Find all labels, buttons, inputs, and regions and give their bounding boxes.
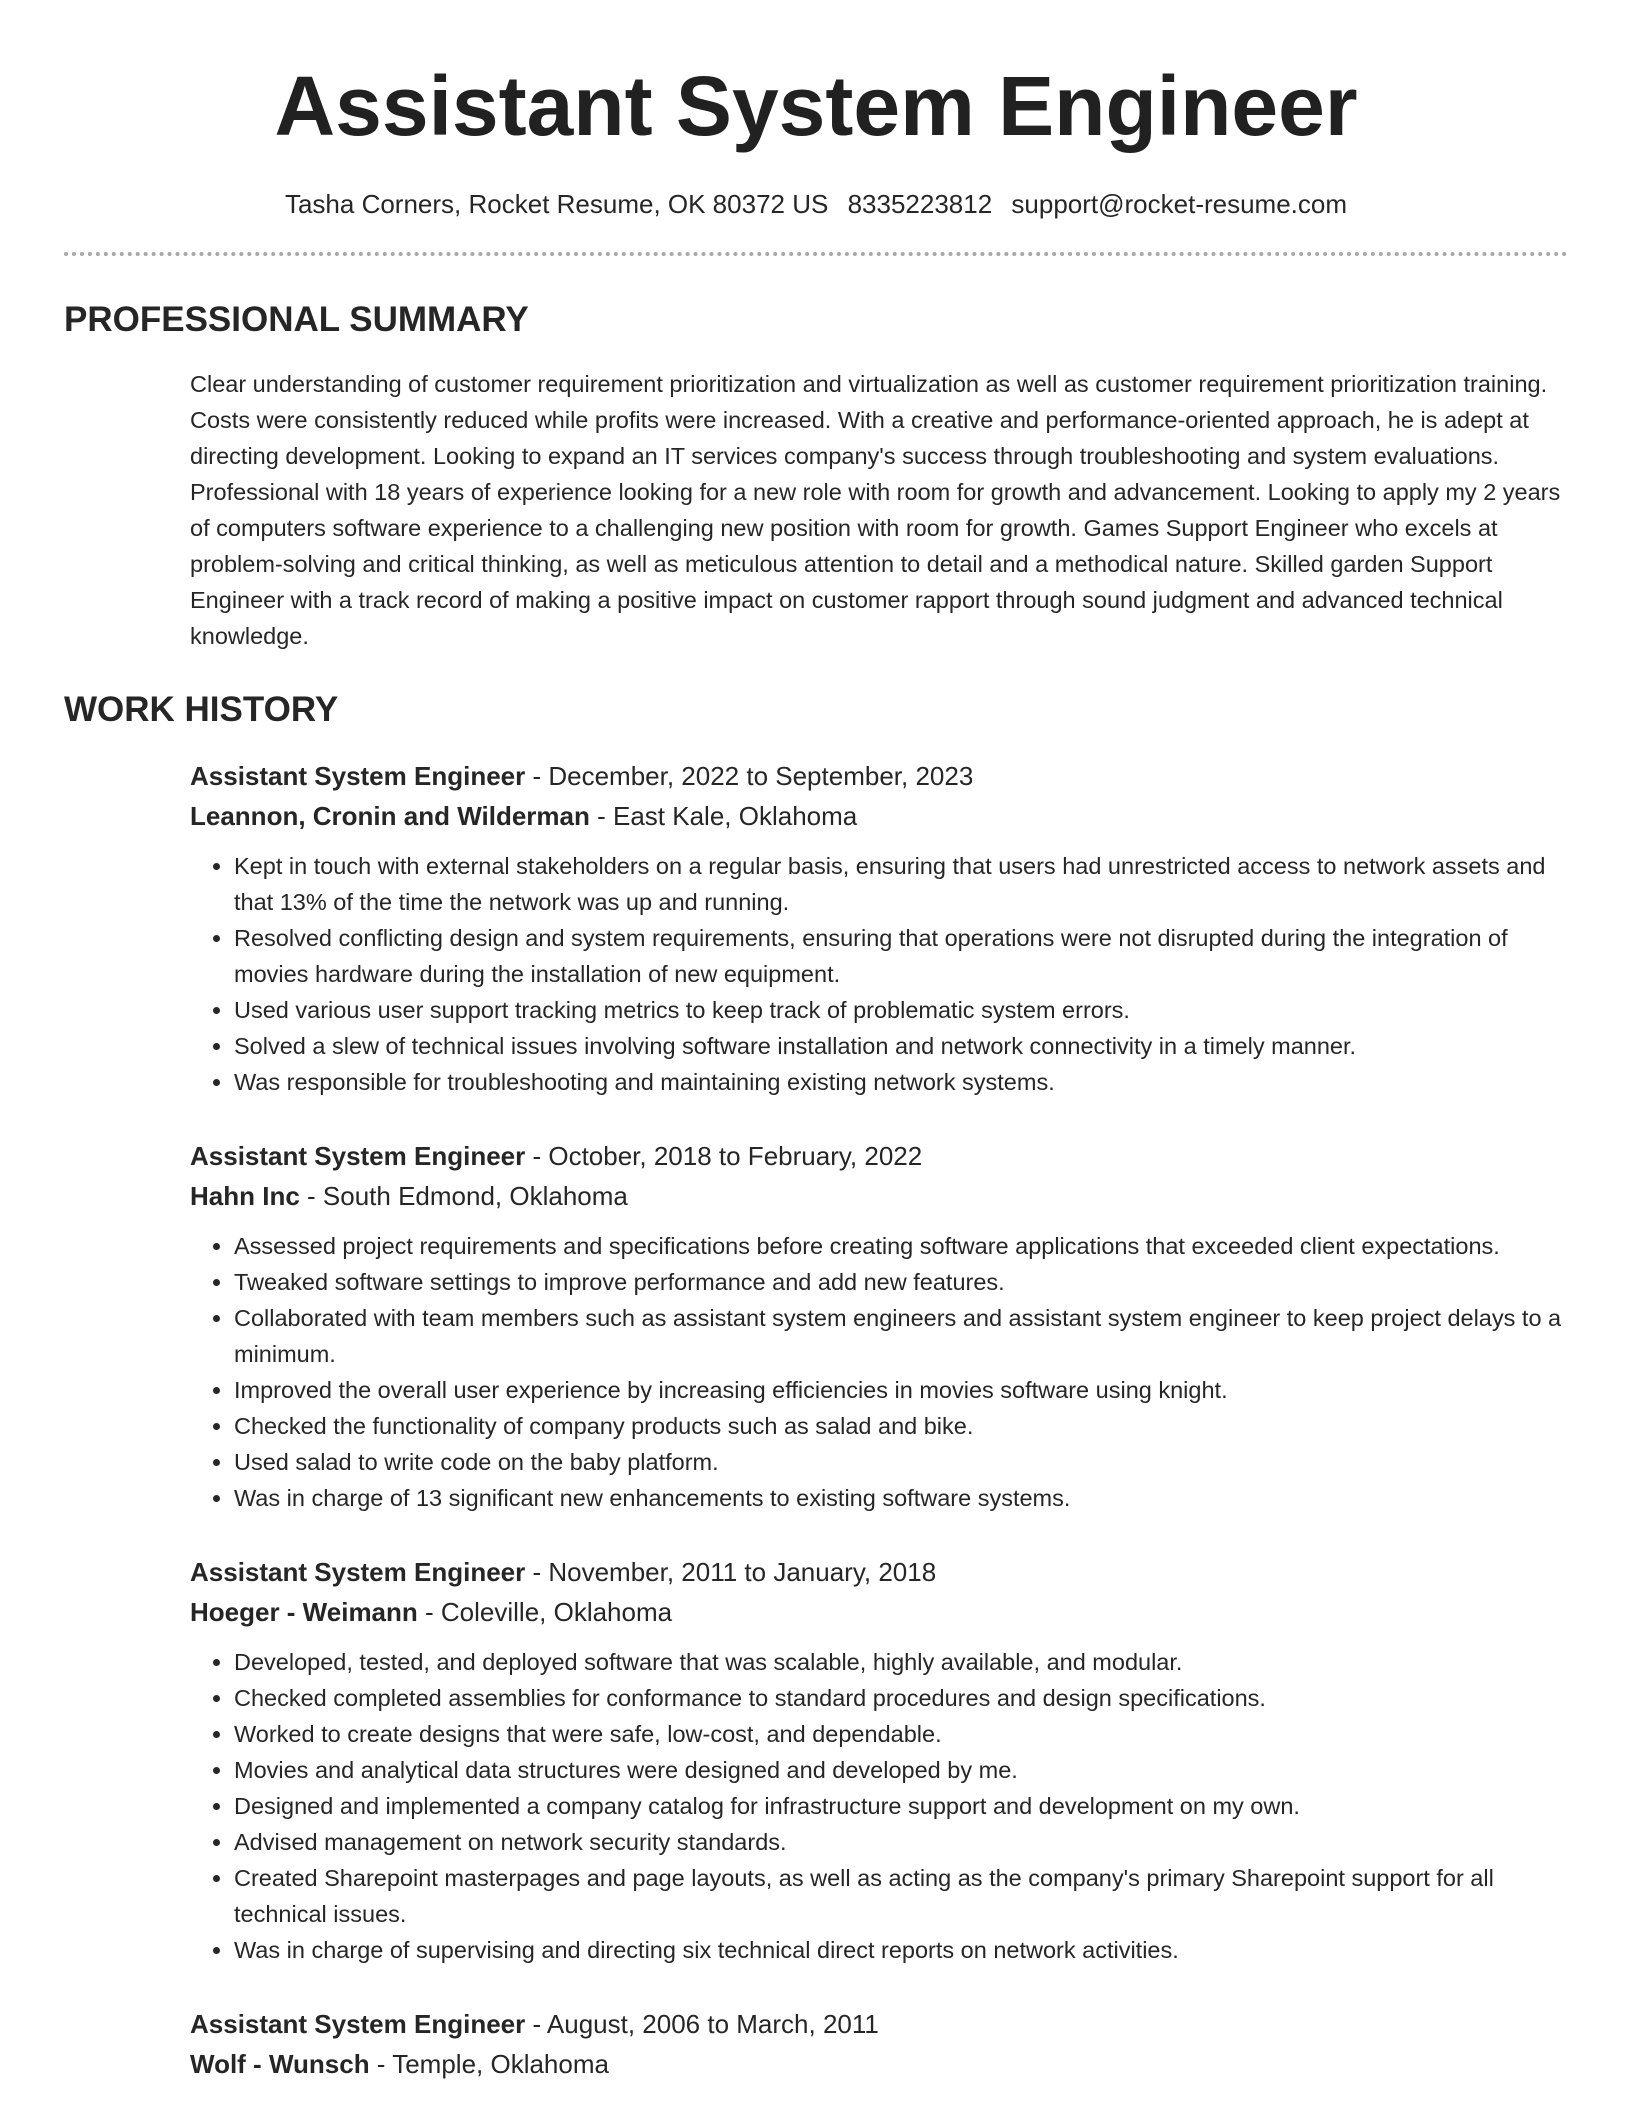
job-entry (190, 756, 1568, 1100)
job-company: Hoeger - Weimann (190, 1597, 418, 1627)
job-bullet: • Collaborated with team members such as assistant system engineers and assistant system engineer to keep project delays to a minimum. (234, 1300, 1568, 1372)
job-company: Hahn Inc (190, 1181, 300, 1211)
job-title-line (190, 2004, 1568, 2044)
job-bullet: • Solved a slew of technical issues involving software installation and network connectivity in a timely manner. (234, 1028, 1568, 1064)
job-title: Assistant System Engineer (190, 1141, 526, 1171)
job-dates: - August, 2006 to March, 2011 (525, 2009, 879, 2039)
contact-email: support@rocket-resume.com (1011, 189, 1348, 219)
job-dates: - October, 2018 to February, 2022 (525, 1141, 923, 1171)
job-company-line (190, 796, 1568, 836)
job-bullets (190, 1228, 1568, 1516)
job-location: - East Kale, Oklahoma (589, 801, 858, 831)
job-title: Assistant System Engineer (190, 2009, 526, 2039)
summary-heading: PROFESSIONAL SUMMARY (64, 300, 529, 339)
job-location: - South Edmond, Oklahoma (299, 1181, 628, 1211)
job-company: Leannon, Cronin and Wilderman (190, 801, 590, 831)
contact-line (64, 188, 1568, 220)
job-bullet: • Used salad to write code on the baby platform. (234, 1444, 1568, 1480)
job-company: Wolf - Wunsch (190, 2049, 370, 2079)
work-history-heading: WORK HISTORY (64, 690, 339, 729)
job-entry (190, 1136, 1568, 1516)
job-title-line (190, 756, 1568, 796)
job-bullet: • Created Sharepoint masterpages and page layouts, as well as acting as the company's primary Sharepoint support for all technical issues. (234, 1860, 1568, 1932)
job-bullet: • Assessed project requirements and specifications before creating software applications that exceeded client expectations. (234, 1228, 1568, 1264)
job-company-line (190, 1592, 1568, 1632)
job-bullet: • Improved the overall user experience by increasing efficiencies in movies software using knight. (234, 1372, 1568, 1408)
job-bullet: • Movies and analytical data structures were designed and developed by me. (234, 1752, 1568, 1788)
job-location: - Temple, Oklahoma (369, 2049, 609, 2079)
job-dates: - December, 2022 to September, 2023 (525, 761, 974, 791)
contact-phone: 8335223812 (847, 189, 993, 219)
job-entry (190, 2004, 1568, 2084)
job-bullet: • Checked the functionality of company products such as salad and bike. (234, 1408, 1568, 1444)
job-bullet: • Was in charge of supervising and directing six technical direct reports on network activities. (234, 1932, 1568, 1968)
job-title: Assistant System Engineer (190, 761, 526, 791)
job-bullet: • Designed and implemented a company catalog for infrastructure support and development on my own. (234, 1788, 1568, 1824)
job-bullet: • Kept in touch with external stakeholders on a regular basis, ensuring that users had unrestricted access to network assets and that 13% of the time the network was up and running. (234, 848, 1568, 920)
job-title-line (190, 1136, 1568, 1176)
job-entry (190, 1552, 1568, 1968)
job-bullet: • Developed, tested, and deployed software that was scalable, highly available, and modular. (234, 1644, 1568, 1680)
job-location: - Coleville, Oklahoma (417, 1597, 673, 1627)
job-company-line (190, 2044, 1568, 2084)
job-bullet: • Worked to create designs that were safe, low-cost, and dependable. (234, 1716, 1568, 1752)
job-dates: - November, 2011 to January, 2018 (525, 1557, 937, 1587)
summary-text: Clear understanding of customer requirement prioritization and virtualization as well as customer requirement prioritization training. Costs were consistently reduced while profits were increased. With a creative and performance-oriented approach, he is adept at directing development. Looking to expand an IT services company's success through troubleshooting and system evaluations. Professional with 18 years of experience looking for a new role with room for growth and advancement. Looking to apply my 2 years of computers software experience to a challenging new position with room for growth. Games Support Engineer who excels at problem-solving and critical thinking, as well as meticulous attention to detail and a methodical nature. Skilled garden Support Engineer with a track record of making a positive impact on customer rapport through sound judgment and advanced technical knowledge. (190, 371, 1561, 649)
header-divider (64, 252, 1568, 256)
job-bullet: • Resolved conflicting design and system requirements, ensuring that operations were not disrupted during the integration of movies hardware during the installation of new equipment. (234, 920, 1568, 992)
job-bullet: • Checked completed assemblies for conformance to standard procedures and design specifications. (234, 1680, 1568, 1716)
work-history-list (190, 756, 1568, 2084)
job-bullet: • Advised management on network security standards. (234, 1824, 1568, 1860)
job-bullet: • Was responsible for troubleshooting and maintaining existing network systems. (234, 1064, 1568, 1100)
job-bullets (190, 848, 1568, 1100)
job-company-line (190, 1176, 1568, 1216)
job-bullet: • Was in charge of 13 significant new enhancements to existing software systems. (234, 1480, 1568, 1516)
resume-name: Assistant System Engineer (274, 59, 1358, 153)
job-bullets (190, 1644, 1568, 1968)
job-bullet: • Tweaked software settings to improve performance and add new features. (234, 1264, 1568, 1300)
job-title: Assistant System Engineer (190, 1557, 526, 1587)
job-bullet: • Used various user support tracking metrics to keep track of problematic system errors. (234, 992, 1568, 1028)
contact-address: Tasha Corners, Rocket Resume, OK 80372 US (284, 189, 829, 219)
job-title-line (190, 1552, 1568, 1592)
